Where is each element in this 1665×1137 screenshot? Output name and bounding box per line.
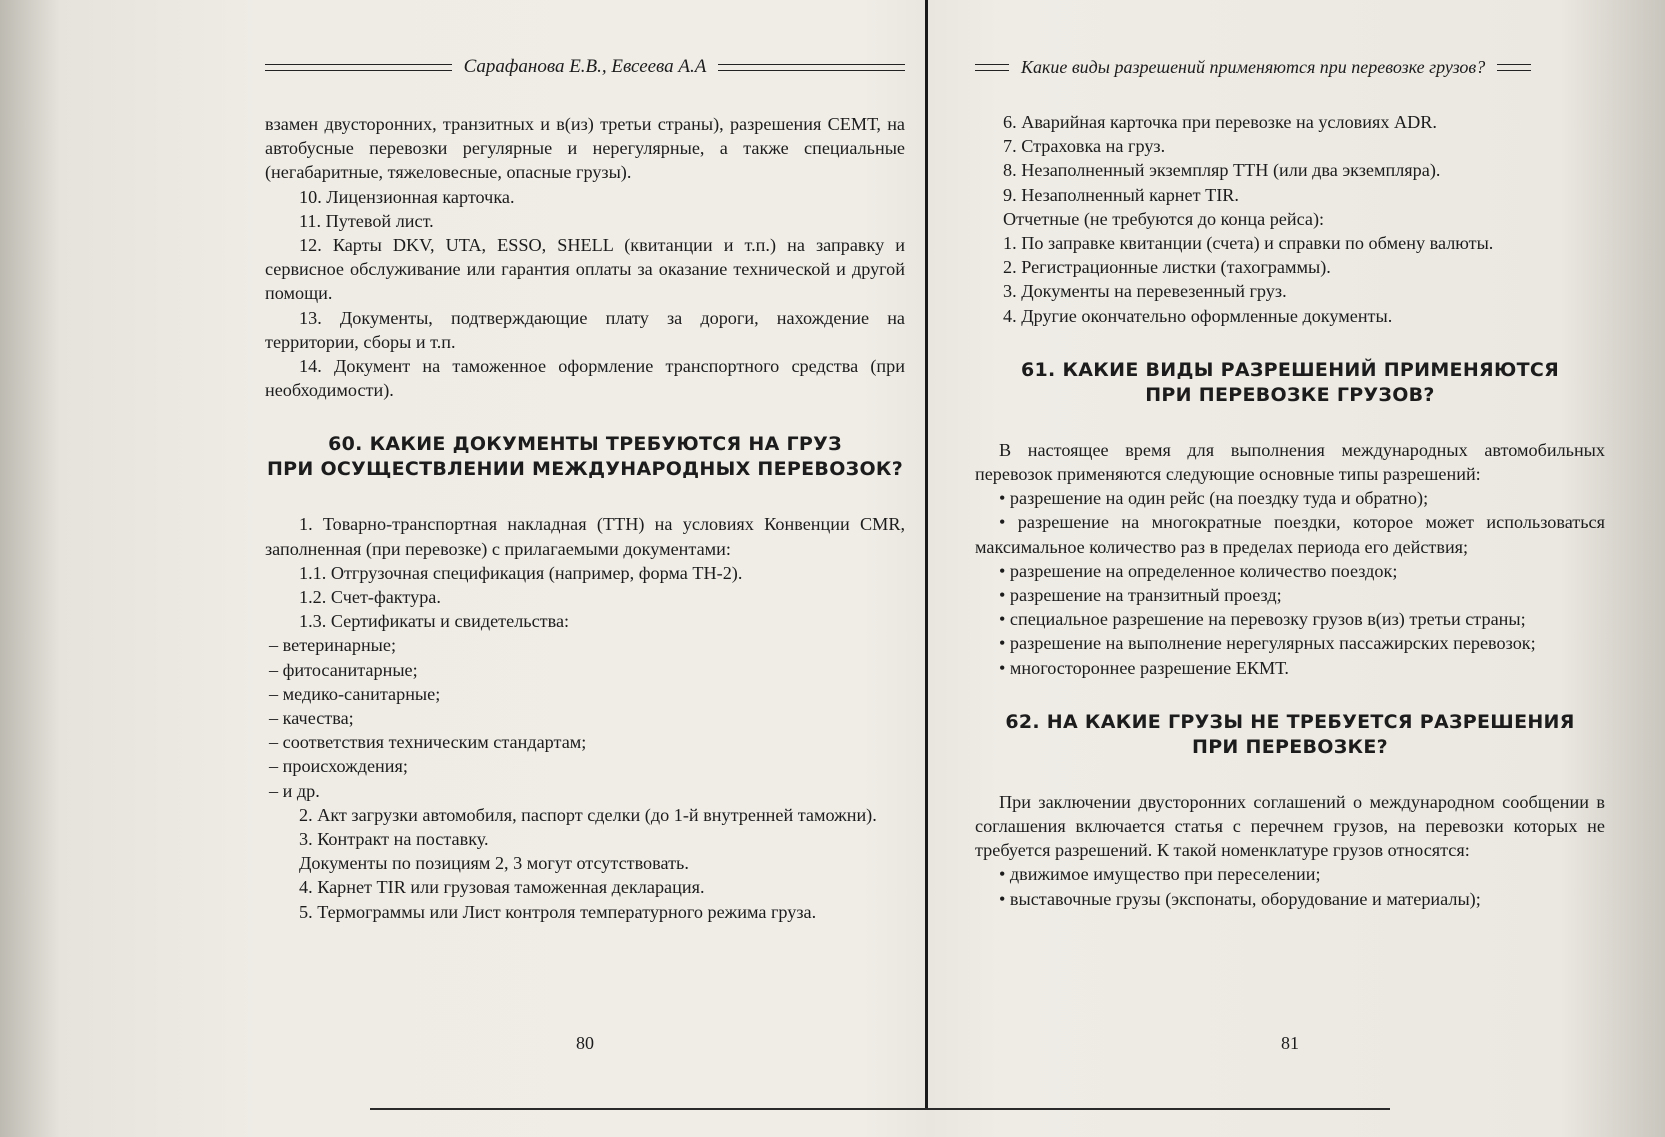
left-running-head-text: Сарафанова Е.В., Евсеева А.А — [463, 56, 707, 77]
page-number: 80 — [576, 1033, 594, 1053]
bullet-item: • многостороннее разрешение ЕКМТ. — [999, 657, 1289, 678]
dash-item: – качества; — [269, 708, 354, 729]
heading-line: ПРИ ПЕРЕВОЗКЕ ГРУЗОВ? — [1145, 383, 1435, 406]
list-item: 2. Акт загрузки автомобиля, паспорт сделки (до 1-й внутренней таможни). — [299, 804, 877, 825]
left-page-content — [265, 112, 905, 924]
paragraph: Отчетные (не требуются до конца рейса): — [1003, 208, 1325, 229]
bullet-item: • движимое имущество при переселении; — [999, 864, 1321, 885]
bullet-item: • разрешение на многократные поездки, которое может использоваться максимальное количество раз в пределах периода его действия; — [975, 512, 1605, 557]
list-item: 4. Карнет TIR или грузовая таможенная декларация. — [299, 877, 705, 898]
paragraph: взамен двусторонних, транзитных и в(из) третьи страны), разрешения СЕМТ, на автобусные перевозки регулярные и нерегулярные, а также специальные (негабаритные, тяжеловесные, опасные грузы). — [265, 114, 905, 183]
list-item: 1. Товарно-транспортная накладная (ТТН) на условиях Конвенции CMR, заполненная (при перевозке) с прилагаемыми документами: — [265, 514, 905, 559]
list-item: 10. Лицензионная карточка. — [299, 186, 515, 207]
right-page-content — [975, 110, 1605, 911]
section-heading-60 — [265, 432, 905, 482]
dash-item: – медико-санитарные; — [269, 683, 441, 704]
heading-line: 60. КАКИЕ ДОКУМЕНТЫ ТРЕБУЮТСЯ НА ГРУЗ — [328, 433, 842, 456]
dash-item: – соответствия техническим стандартам; — [269, 732, 587, 753]
bullet-item: • выставочные грузы (экспонаты, оборудование и материалы); — [999, 888, 1481, 909]
page-number: 81 — [1281, 1033, 1299, 1053]
bullet-item: • разрешение на определенное количество поездок; — [999, 560, 1398, 581]
running-head-rule — [265, 64, 452, 71]
list-item: 11. Путевой лист. — [299, 210, 434, 231]
running-head-rule — [718, 64, 905, 71]
running-head-rule — [1497, 64, 1531, 71]
dash-item: – ветеринарные; — [269, 635, 397, 656]
list-item: 9. Незаполненный карнет TIR. — [1003, 184, 1239, 205]
list-item: 1.1. Отгрузочная спецификация (например, форма ТН-2). — [299, 562, 743, 583]
right-running-head-text: Какие виды разрешений применяются при перевозке грузов? — [1021, 56, 1486, 77]
bullet-item: • разрешение на выполнение нерегулярных пассажирских перевозок; — [999, 633, 1536, 654]
left-page — [265, 0, 905, 1100]
list-item: 4. Другие окончательно оформленные документы. — [1003, 305, 1393, 326]
list-item: 8. Незаполненный экземпляр ТТН (или два экземпляра). — [1003, 160, 1441, 181]
list-item: 1.3. Сертификаты и свидетельства: — [299, 611, 570, 632]
bullet-item: • специальное разрешение на перевозку грузов в(из) третьи страны; — [999, 609, 1526, 630]
list-item: 7. Страховка на груз. — [1003, 136, 1166, 157]
paragraph: В настоящее время для выполнения международных автомобильных перевозок применяются следующие основные типы разрешений: — [975, 439, 1605, 485]
dash-item: – и др. — [269, 780, 320, 801]
running-head-rule — [975, 64, 1009, 71]
bottom-rule — [370, 1108, 1390, 1110]
list-item: 1.2. Счет-фактура. — [299, 587, 441, 608]
list-item: 13. Документы, подтверждающие плату за дороги, нахождение на территории, сборы и т.п. — [265, 307, 905, 352]
section-heading-62 — [975, 710, 1605, 760]
list-item: 6. Аварийная карточка при перевозке на условиях ADR. — [1003, 112, 1437, 132]
dash-item: – происхождения; — [269, 756, 408, 777]
heading-line: ПРИ ОСУЩЕСТВЛЕНИИ МЕЖДУНАРОДНЫХ ПЕРЕВОЗОК? — [266, 458, 904, 481]
list-item: 3. Контракт на поставку. — [299, 829, 489, 850]
book-spine — [925, 0, 928, 1110]
list-item: 12. Карты DKV, UTA, ESSO, SHELL (квитанции и т.п.) на заправку и сервисное обслуживание или гарантия оплаты за оказание технической и другой помощи. — [265, 235, 905, 304]
list-item: 5. Термограммы или Лист контроля температурного режима груза. — [299, 901, 817, 922]
left-running-head — [265, 52, 905, 82]
paragraph: При заключении двусторонних соглашений о международном сообщении в соглашения включается статья с перечнем грузов, на перевозки которых не требуется разрешений. К такой номенклатуре грузов относятся: — [975, 791, 1605, 861]
right-page — [975, 0, 1605, 1100]
list-item: 14. Документ на таможенное оформление транспортного средства (при необходимости). — [265, 356, 905, 401]
list-item: 1. По заправке квитанции (счета) и справки по обмену валюты. — [1003, 233, 1494, 254]
list-item: 2. Регистрационные листки (тахограммы). — [1003, 257, 1331, 278]
heading-line: ПРИ ПЕРЕВОЗКЕ? — [1192, 735, 1388, 758]
paragraph: Документы по позициям 2, 3 могут отсутствовать. — [299, 853, 689, 874]
dash-item: – фитосанитарные; — [269, 659, 418, 680]
heading-line: 61. КАКИЕ ВИДЫ РАЗРЕШЕНИЙ ПРИМЕНЯЮТСЯ — [1020, 358, 1560, 381]
bullet-item: • разрешение на транзитный проезд; — [999, 585, 1282, 606]
bullet-item: • разрешение на один рейс (на поездку туда и обратно); — [999, 488, 1429, 509]
heading-line: 62. НА КАКИЕ ГРУЗЫ НЕ ТРЕБУЕТСЯ РАЗРЕШЕНИЯ — [1005, 710, 1575, 733]
right-running-head — [975, 52, 1605, 82]
section-heading-61 — [975, 358, 1605, 408]
list-item: 3. Документы на перевезенный груз. — [1003, 281, 1287, 302]
